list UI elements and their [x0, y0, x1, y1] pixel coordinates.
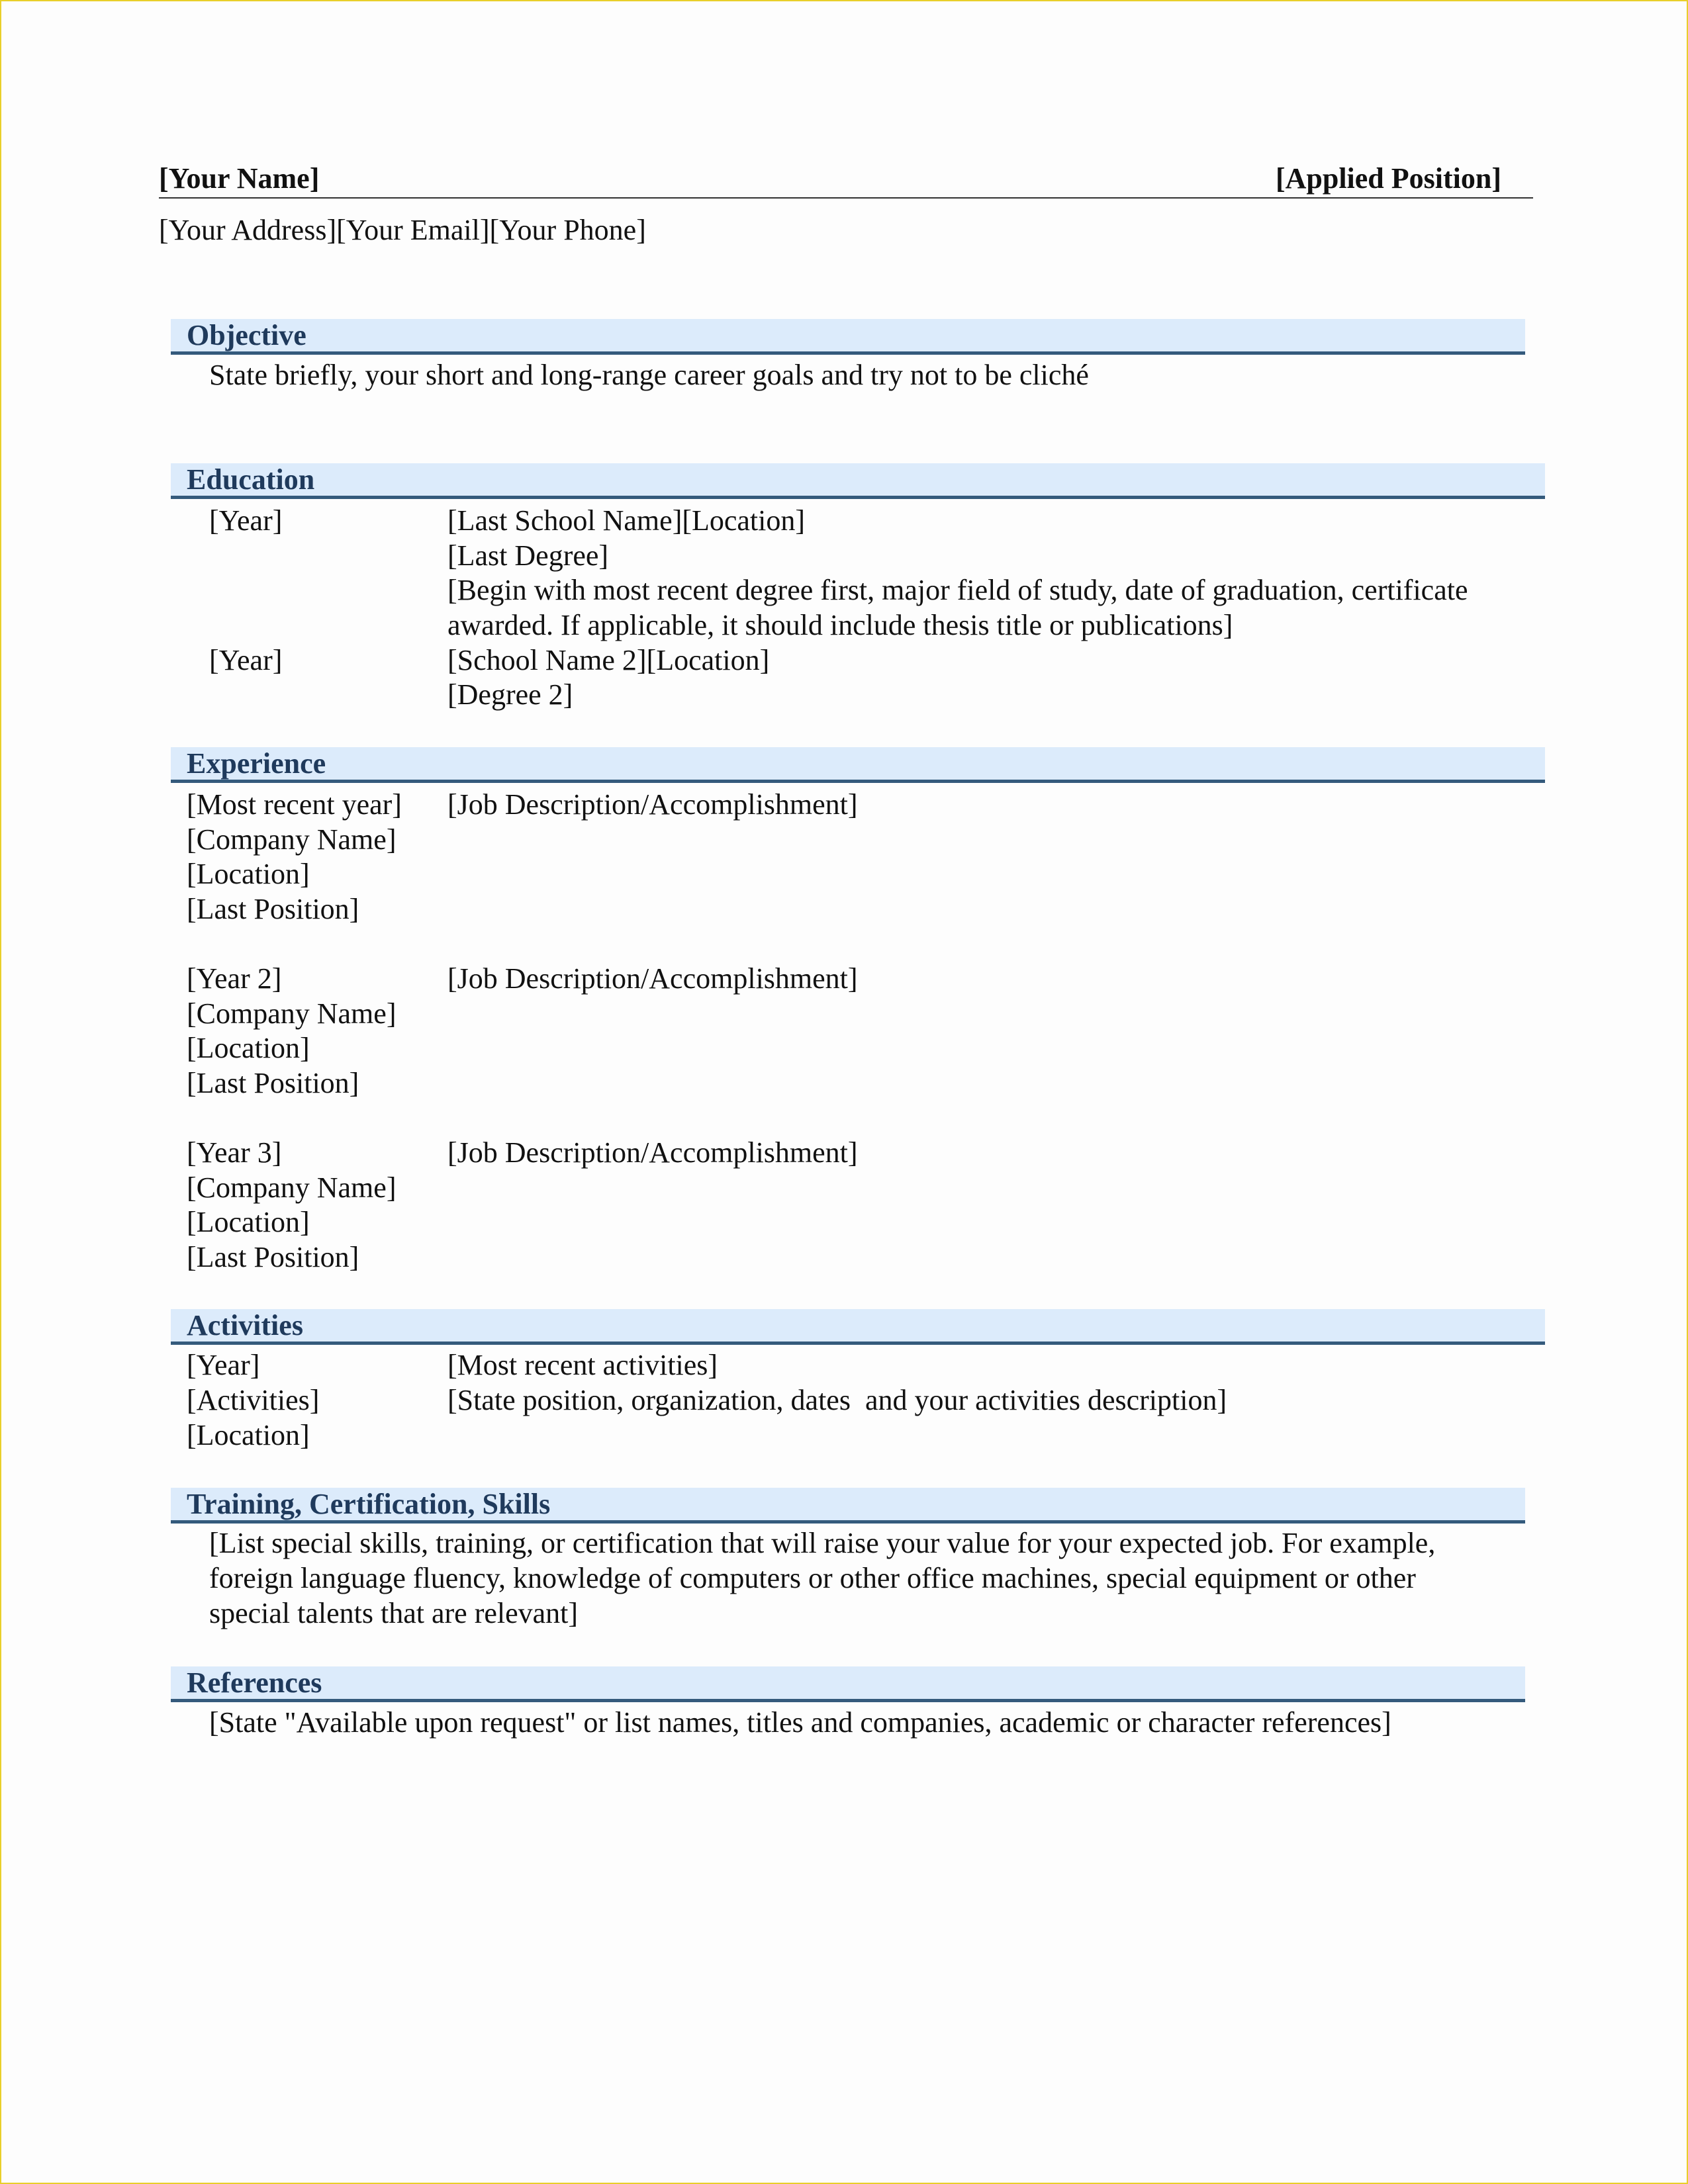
references-text[interactable]: [State "Available upon request" or list names, titles and companies, academic or character references] [209, 1706, 1391, 1739]
education-line[interactable]: awarded. If applicable, it should include thesis title or publications] [447, 609, 1233, 641]
experience-description[interactable]: [Job Description/Accomplishment] [447, 962, 858, 995]
section-title: Education [187, 463, 315, 496]
section-heading-activities [171, 1309, 1545, 1345]
education-line[interactable]: [Begin with most recent degree first, major field of study, date of graduation, certificate [447, 574, 1468, 606]
section-heading-experience [171, 747, 1545, 783]
experience-description[interactable]: [Job Description/Accomplishment] [447, 1136, 858, 1169]
training-line[interactable]: foreign language fluency, knowledge of computers or other office machines, special equipment or other [209, 1562, 1416, 1594]
experience-location[interactable]: [Location] [187, 858, 310, 890]
experience-position[interactable]: [Last Position] [187, 1067, 359, 1099]
experience-year[interactable]: [Most recent year] [187, 788, 402, 821]
contact-line[interactable]: [Your Address][Your Email][Your Phone] [159, 214, 646, 246]
education-line[interactable]: [School Name 2][Location] [447, 644, 770, 676]
experience-location[interactable]: [Location] [187, 1206, 310, 1238]
education-line[interactable]: [Last Degree] [447, 539, 609, 572]
experience-year[interactable]: [Year 3] [187, 1136, 282, 1169]
activities-name[interactable]: [Activities] [187, 1384, 320, 1416]
education-year[interactable]: [Year] [209, 644, 283, 676]
education-year[interactable]: [Year] [209, 504, 283, 537]
experience-company[interactable]: [Company Name] [187, 997, 397, 1030]
experience-position[interactable]: [Last Position] [187, 1241, 359, 1273]
objective-text[interactable]: State briefly, your short and long-range career goals and try not to be cliché [209, 359, 1089, 391]
section-heading-objective [171, 319, 1525, 355]
section-heading-education [171, 463, 1545, 499]
experience-company[interactable]: [Company Name] [187, 1171, 397, 1204]
activities-recent[interactable]: [Most recent activities] [447, 1349, 718, 1381]
experience-description[interactable]: [Job Description/Accomplishment] [447, 788, 858, 821]
activities-description[interactable]: [State position, organization, dates and your activities description] [447, 1384, 1227, 1416]
experience-year[interactable]: [Year 2] [187, 962, 282, 995]
training-line[interactable]: special talents that are relevant] [209, 1597, 579, 1629]
training-line[interactable]: [List special skills, training, or certification that will raise your value for your expected job. For example, [209, 1527, 1436, 1559]
education-line[interactable]: [Degree 2] [447, 678, 573, 711]
activities-location[interactable]: [Location] [187, 1419, 310, 1451]
section-title: References [187, 1666, 322, 1699]
section-heading-references [171, 1666, 1525, 1702]
experience-company[interactable]: [Company Name] [187, 823, 397, 856]
section-title: Objective [187, 319, 306, 351]
section-title: Training, Certification, Skills [187, 1488, 551, 1520]
section-title: Experience [187, 747, 326, 780]
applicant-name[interactable]: [Your Name] [159, 162, 320, 195]
education-line[interactable]: [Last School Name][Location] [447, 504, 806, 537]
experience-position[interactable]: [Last Position] [187, 893, 359, 925]
applied-position[interactable]: [Applied Position] [1275, 162, 1501, 195]
experience-location[interactable]: [Location] [187, 1032, 310, 1064]
section-heading-training [171, 1488, 1525, 1524]
section-title: Activities [187, 1309, 303, 1342]
header-row [159, 158, 1533, 199]
activities-year[interactable]: [Year] [187, 1349, 260, 1381]
